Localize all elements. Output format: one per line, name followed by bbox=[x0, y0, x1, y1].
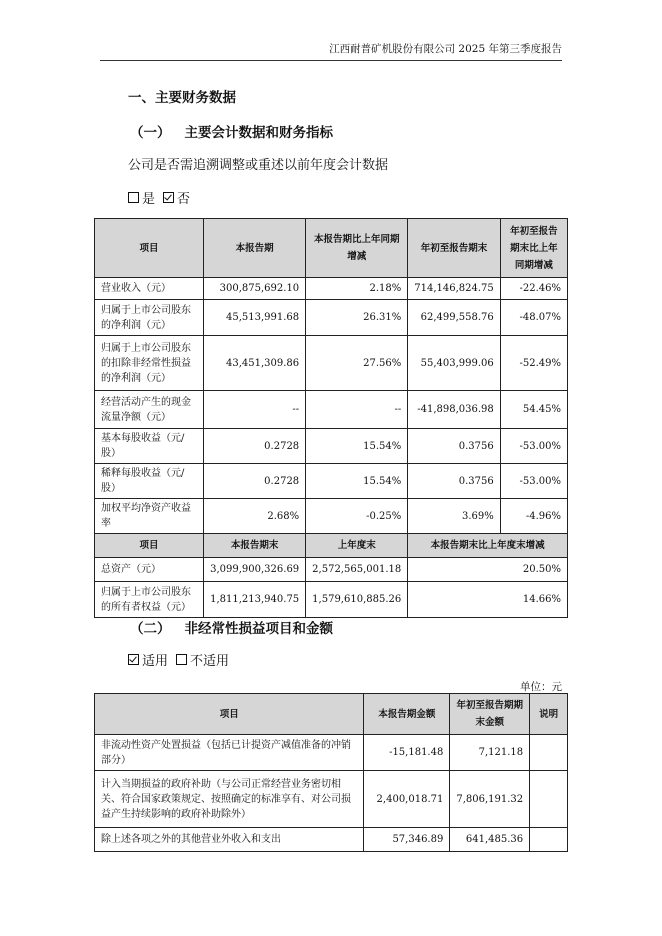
cell-value: 14.66% bbox=[408, 582, 568, 618]
cell-value: 43,451,309.86 bbox=[204, 336, 306, 391]
cell-value: -53.00% bbox=[500, 429, 567, 464]
yes-checkbox bbox=[128, 192, 139, 203]
cell-value: 0.2728 bbox=[204, 464, 306, 499]
subsection-title-1 bbox=[130, 121, 333, 141]
table-row bbox=[95, 278, 568, 300]
column-header: 本报告期金额 bbox=[364, 694, 450, 735]
header-divider bbox=[100, 60, 562, 61]
cell-value: 0.2728 bbox=[204, 429, 306, 464]
cell-value: -41,898,036.98 bbox=[408, 391, 501, 429]
cell-value: -- bbox=[204, 391, 306, 429]
cell-value: 2.18% bbox=[306, 278, 408, 300]
restatement-options bbox=[128, 188, 190, 207]
column-header: 本报告期末比上年度末增减 bbox=[408, 534, 568, 558]
table-row bbox=[95, 735, 568, 771]
row-label: 基本每股收益（元/股） bbox=[95, 429, 204, 464]
cell-value: -53.00% bbox=[500, 464, 567, 499]
applicability-options bbox=[128, 650, 229, 669]
column-header: 年初至报告期期末金额 bbox=[450, 694, 530, 735]
table-row bbox=[95, 828, 568, 852]
restatement-question: 公司是否需追溯调整或重述以前年度会计数据 bbox=[128, 158, 389, 173]
cell-value: -15,181.48 bbox=[364, 735, 450, 771]
table-row bbox=[95, 391, 568, 429]
row-label: 稀释每股收益（元/股） bbox=[95, 464, 204, 499]
column-header: 项目 bbox=[95, 694, 364, 735]
row-label: 营业收入（元） bbox=[95, 278, 204, 300]
not-applicable-label: 不适用 bbox=[190, 654, 230, 669]
cell-value: 2.68% bbox=[204, 499, 306, 534]
subsection-number: （二） bbox=[130, 621, 171, 637]
cell-value: 26.31% bbox=[306, 300, 408, 336]
table-row bbox=[95, 300, 568, 336]
cell-value: -22.46% bbox=[500, 278, 567, 300]
cell-value: 0.3756 bbox=[408, 429, 501, 464]
cell-value: 2,572,565,001.18 bbox=[306, 558, 408, 582]
subsection-text: 主要会计数据和财务指标 bbox=[184, 125, 333, 141]
cell-value: 27.56% bbox=[306, 336, 408, 391]
cell-value: -- bbox=[306, 391, 408, 429]
cell-value: 3,099,900,326.69 bbox=[204, 558, 306, 582]
section-title: 一、主要财务数据 bbox=[128, 90, 236, 106]
row-label: 除上述各项之外的其他营业外收入和支出 bbox=[95, 828, 364, 852]
cell-value: 3.69% bbox=[408, 499, 501, 534]
column-header: 项目 bbox=[95, 534, 204, 558]
cell-value bbox=[530, 735, 568, 771]
main-financial-data-table bbox=[94, 218, 568, 618]
table-row bbox=[95, 499, 568, 534]
column-header: 本报告期比上年同期增减 bbox=[306, 219, 408, 278]
cell-value: 2,400,018.71 bbox=[364, 771, 450, 828]
cell-value: 20.50% bbox=[408, 558, 568, 582]
unit-label: 单位：元 bbox=[520, 681, 562, 693]
cell-value: 15.54% bbox=[306, 429, 408, 464]
cell-value: -0.25% bbox=[306, 499, 408, 534]
row-label: 归属于上市公司股东的净利润（元） bbox=[95, 300, 204, 336]
cell-value: 714,146,824.75 bbox=[408, 278, 501, 300]
table-row bbox=[95, 336, 568, 391]
cell-value: 45,513,991.68 bbox=[204, 300, 306, 336]
row-label: 经营活动产生的现金流量净额（元） bbox=[95, 391, 204, 429]
cell-value: -48.07% bbox=[500, 300, 567, 336]
table-row bbox=[95, 582, 568, 618]
cell-value: 54.45% bbox=[500, 391, 567, 429]
non-recurring-items-table bbox=[94, 693, 568, 852]
subsection-text: 非经常性损益项目和金额 bbox=[184, 621, 333, 637]
column-header: 说明 bbox=[530, 694, 568, 735]
column-header: 本报告期 bbox=[204, 219, 306, 278]
cell-value: 7,121.18 bbox=[450, 735, 530, 771]
row-label: 总资产（元） bbox=[95, 558, 204, 582]
row-label: 加权平均净资产收益率 bbox=[95, 499, 204, 534]
cell-value: 641,485.36 bbox=[450, 828, 530, 852]
row-label: 非流动性资产处置损益（包括已计提资产减值准备的冲销部分） bbox=[95, 735, 364, 771]
cell-value: 62,499,558.76 bbox=[408, 300, 501, 336]
cell-value: 15.54% bbox=[306, 464, 408, 499]
table-row bbox=[95, 429, 568, 464]
no-checkbox bbox=[163, 192, 174, 203]
cell-value: 1,811,213,940.75 bbox=[204, 582, 306, 618]
table-row bbox=[95, 558, 568, 582]
column-header: 年初至报告期末 bbox=[408, 219, 501, 278]
row-label: 归属于上市公司股东的扣除非经常性损益的净利润（元） bbox=[95, 336, 204, 391]
cell-value bbox=[530, 828, 568, 852]
column-header: 本报告期末 bbox=[204, 534, 306, 558]
cell-value: -52.49% bbox=[500, 336, 567, 391]
table-row bbox=[95, 464, 568, 499]
cell-value bbox=[530, 771, 568, 828]
table-header-row bbox=[95, 219, 568, 278]
no-label: 否 bbox=[177, 192, 191, 207]
subsection-number: （一） bbox=[130, 125, 171, 141]
cell-value: 57,346.89 bbox=[364, 828, 450, 852]
column-header: 年初至报告期末比上年同期增减 bbox=[500, 219, 567, 278]
table-header-row bbox=[95, 694, 568, 735]
not-applicable-checkbox bbox=[176, 654, 187, 665]
table-row bbox=[95, 771, 568, 828]
row-label: 归属于上市公司股东的所有者权益（元） bbox=[95, 582, 204, 618]
yes-label: 是 bbox=[142, 192, 156, 207]
subsection-title-2 bbox=[130, 617, 333, 637]
applicable-checkbox bbox=[128, 654, 139, 665]
column-header: 项目 bbox=[95, 219, 204, 278]
cell-value: 300,875,692.10 bbox=[204, 278, 306, 300]
report-header-title: 江西耐普矿机股份有限公司 2025 年第三季度报告 bbox=[329, 43, 562, 55]
applicable-label: 适用 bbox=[142, 654, 169, 669]
cell-value: -4.96% bbox=[500, 499, 567, 534]
column-header: 上年度末 bbox=[306, 534, 408, 558]
cell-value: 0.3756 bbox=[408, 464, 501, 499]
row-label: 计入当期损益的政府补助（与公司正常经营业务密切相关、符合国家政策规定、按照确定的标准享有、对公司损益产生持续影响的政府补助除外） bbox=[95, 771, 364, 828]
cell-value: 7,806,191.32 bbox=[450, 771, 530, 828]
cell-value: 1,579,610,885.26 bbox=[306, 582, 408, 618]
cell-value: 55,403,999.06 bbox=[408, 336, 501, 391]
table-subheader-row bbox=[95, 534, 568, 558]
